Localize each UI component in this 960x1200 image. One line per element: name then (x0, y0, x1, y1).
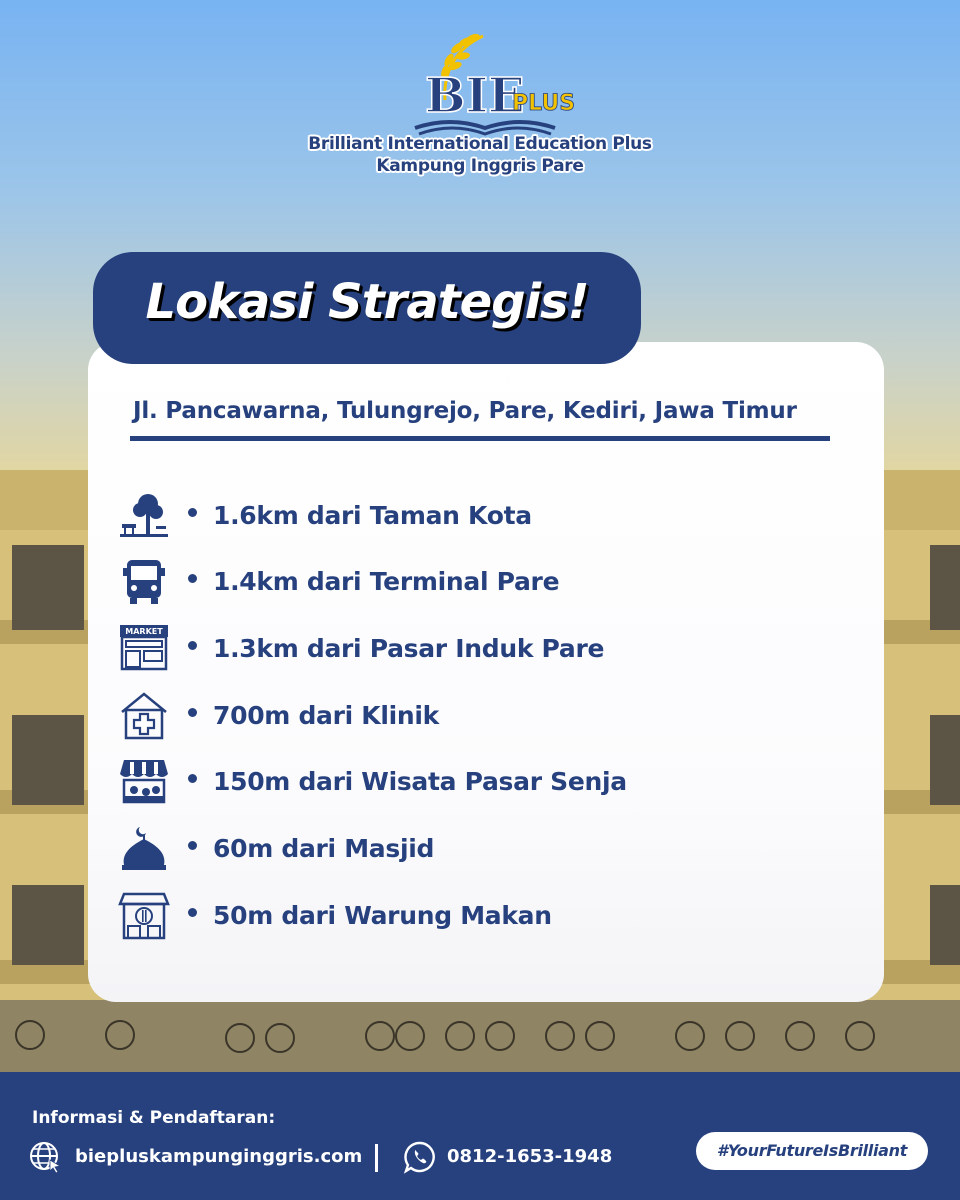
location-text: 1.3km dari Pasar Induk Pare (213, 634, 605, 663)
globe-icon (28, 1140, 62, 1174)
brand-logo (300, 30, 660, 180)
info-title: Informasi & Pendaftaran: (32, 1108, 276, 1128)
market-sign-text: MARKET (125, 627, 163, 636)
mosque-icon (118, 823, 170, 873)
stall-icon (118, 756, 170, 806)
list-item-clinic (118, 686, 838, 742)
list-item-market (118, 619, 838, 675)
location-text: 150m dari Wisata Pasar Senja (213, 767, 627, 796)
bullet (188, 841, 197, 850)
bullet (188, 774, 197, 783)
website-link[interactable]: biepluskampunginggris.com (75, 1146, 363, 1167)
bus-icon (118, 556, 170, 606)
heading-banner (93, 252, 641, 364)
address-underline (130, 436, 830, 441)
footer (0, 1072, 960, 1200)
logo-bie-text: BIE (425, 68, 525, 124)
logo-plus-text: PLUS (512, 91, 576, 116)
footer-divider (375, 1144, 378, 1172)
hashtag-badge: #YourFutureIsBrilliant (696, 1132, 928, 1170)
bullet (188, 641, 197, 650)
location-text: 1.4km dari Terminal Pare (213, 567, 560, 596)
location-text: 50m dari Warung Makan (213, 901, 552, 930)
list-item-bus (118, 552, 838, 608)
address-text: Jl. Pancawarna, Tulungrejo, Pare, Kediri, Jawa Timur (133, 398, 797, 424)
market-icon (118, 623, 170, 673)
list-item-restaurant (118, 886, 838, 942)
bullet (188, 508, 197, 517)
bullet (188, 708, 197, 717)
list-item-park (118, 486, 838, 542)
phone-number[interactable]: 0812-1653-1948 (447, 1146, 613, 1167)
list-item-stall (118, 752, 838, 808)
location-text: 1.6km dari Taman Kota (213, 501, 532, 530)
logo-tagline-line1: Brilliant International Education Plus (308, 134, 652, 154)
page-title: Lokasi Strategis! (145, 274, 589, 330)
restaurant-icon (118, 890, 170, 940)
location-text: 60m dari Masjid (213, 834, 435, 863)
clinic-icon (118, 690, 170, 740)
logo-mark-icon (405, 30, 576, 140)
bullet (188, 574, 197, 583)
logo-tagline-line2: Kampung Inggris Pare (376, 156, 584, 176)
whatsapp-icon (403, 1140, 437, 1174)
park-icon (118, 490, 170, 540)
bullet (188, 908, 197, 917)
location-text: 700m dari Klinik (213, 701, 440, 730)
list-item-mosque (118, 819, 838, 875)
